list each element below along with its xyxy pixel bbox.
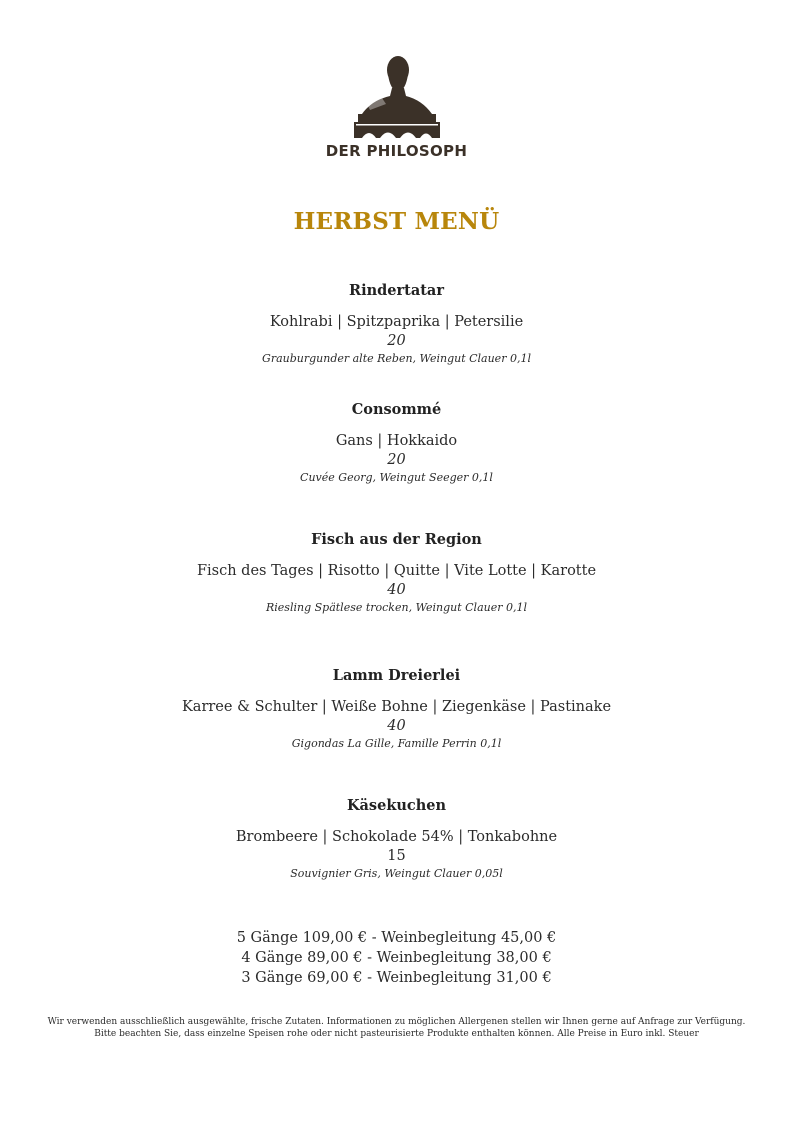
course-name: Käsekuchen <box>346 797 447 814</box>
course-description: Gans | Hokkaido <box>335 433 458 449</box>
course-name: Fisch aus der Region <box>311 531 482 548</box>
course-item <box>0 797 793 882</box>
course-wine-pairing: Souvignier Gris, Weingut Clauer 0,05l <box>290 867 503 880</box>
course-wine-pairing: Riesling Spätlese trocken, Weingut Clauer 0,1l <box>266 601 527 614</box>
price-line: 5 Gänge 109,00 € - Weinbegleitung 45,00 € <box>236 930 557 946</box>
course-price: 40 <box>387 582 406 598</box>
course-description: Fisch des Tages | Risotto | Quitte | Vite Lotte | Karotte <box>196 563 597 579</box>
course-description: Brombeere | Schokolade 54% | Tonkabohne <box>235 829 558 845</box>
course-wine-pairing: Cuvée Georg, Weingut Seeger 0,1l <box>300 471 493 484</box>
course-price: 20 <box>387 333 406 349</box>
course-description: Karree & Schulter | Weiße Bohne | Ziegenkäse | Pastinake <box>181 699 612 715</box>
footer-line: Wir verwenden ausschließlich ausgewählte, frische Zutaten. Informationen zu möglichen Allergenen stellen wir Ihnen gerne auf Anfrage zur Verfügung. <box>47 1017 746 1027</box>
course-price: 15 <box>387 848 406 864</box>
course-price: 40 <box>387 718 406 734</box>
footer-note <box>0 1016 793 1040</box>
course-description: Kohlrabi | Spitzpaprika | Petersilie <box>269 314 524 330</box>
course-name: Consommé <box>351 401 442 418</box>
course-item <box>0 282 793 367</box>
course-wine-pairing: Gigondas La Gille, Famille Perrin 0,1l <box>291 737 502 750</box>
course-item <box>0 531 793 616</box>
course-price: 20 <box>387 452 406 468</box>
course-name: Lamm Dreierlei <box>332 667 461 684</box>
set-menu-prices <box>0 928 793 988</box>
course-item <box>0 667 793 752</box>
footer-line: Bitte beachten Sie, dass einzelne Speisen rohe oder nicht pasteurisierte Produkte enthalten können. Alle Preise in Euro inkl. Steuer <box>94 1029 699 1039</box>
price-line: 4 Gänge 89,00 € - Weinbegleitung 38,00 € <box>241 950 552 966</box>
course-name: Rindertatar <box>349 282 444 299</box>
menu-title: HERBST MENÜ <box>293 208 500 235</box>
price-line: 3 Gänge 69,00 € - Weinbegleitung 31,00 € <box>241 970 552 986</box>
logo-name: DER PHILOSOPH <box>325 142 468 160</box>
course-item <box>0 401 793 486</box>
philosopher-bust-icon <box>352 52 442 138</box>
logo <box>0 52 793 160</box>
course-wine-pairing: Grauburgunder alte Reben, Weingut Clauer 0,1l <box>262 352 531 365</box>
